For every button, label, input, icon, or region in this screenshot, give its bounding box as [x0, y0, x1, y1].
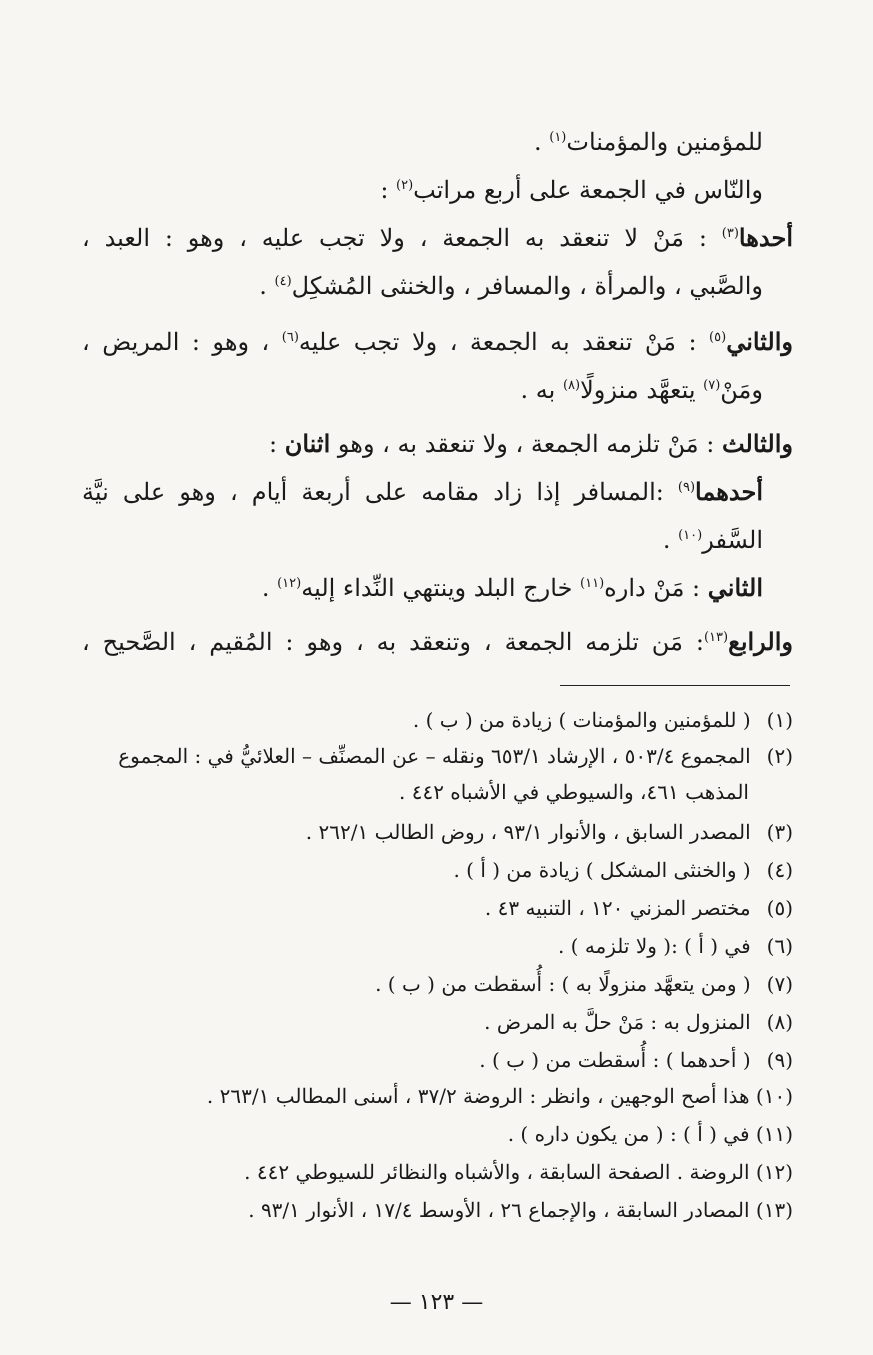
footnote-text: المجموع ٥٠٣/٤ ، الإرشاد ٦٥٣/١ ونقله – عن المصنِّف – العلائيُّ في : المجموع: [118, 744, 751, 768]
text-line-5: [82, 318, 793, 366]
footnote-text: المنزول به : مَنْ حلَّ به المرض .: [484, 1010, 751, 1034]
footnote-text: الروضة . الصفحة السابقة ، والأشباه والنظائر للسيوطي ٤٤٢ .: [244, 1160, 750, 1184]
footnote-item: [82, 738, 793, 774]
footnote-item: [82, 814, 793, 850]
footnote-text: في ( أ ) : ( من يكون داره ) .: [507, 1122, 750, 1146]
line-text: :المسافر إذا زاد مقامه على أربعة أيام ، وهو على نيَّة: [82, 478, 678, 506]
footnote-ref: (١): [549, 130, 567, 145]
line-text: : مَنْ تلزمه الجمعة ، ولا تنعقد به ، وهو: [330, 430, 722, 458]
section-lead: أحدها: [738, 223, 793, 252]
page-number: — ١٢٣ —: [389, 1290, 484, 1315]
section-lead: والرابع: [728, 627, 793, 656]
line-tail: :: [269, 430, 285, 458]
footnote-ref: (٦): [281, 330, 299, 345]
footnote-number: (٩): [766, 1048, 793, 1072]
line-tail: :: [380, 176, 397, 204]
section-lead: الثاني: [707, 573, 763, 602]
line-tail: ، وهو : المريض ،: [82, 328, 282, 356]
footnote-item: [82, 1042, 793, 1078]
footnote-item: [82, 1004, 793, 1040]
footnote-item: [82, 890, 793, 926]
footnote-ref: (٤): [274, 274, 292, 289]
footnote-ref: (٣): [721, 226, 739, 241]
footnote-text: المصادر السابقة ، والإجماع ٢٦ ، الأوسط ١٧/٤ ، الأنوار ٩٣/١ .: [248, 1198, 750, 1222]
line-text: : مَنْ تنعقد به الجمعة ، ولا تجب عليه: [298, 328, 710, 356]
section-lead: أحدهما: [695, 477, 763, 506]
section-lead: والثالث: [721, 429, 793, 458]
footnote-item: [82, 928, 793, 964]
footnote-text: مختصر المزني ١٢٠ ، التنبيه ٤٣ .: [484, 896, 751, 920]
footnote-number: (٨): [766, 1010, 793, 1034]
footnote-text: في ( أ ) :( ولا تلزمه ) .: [557, 934, 751, 958]
footnote-ref: (١٢): [277, 576, 302, 591]
line-text: خارج البلد وينتهي النِّداء إليه: [301, 574, 581, 602]
footnote-number: (١١): [755, 1122, 793, 1146]
text-line-4: [82, 262, 763, 310]
footnote-number: (١٣): [755, 1198, 793, 1222]
line-text: : مَن تلزمه الجمعة ، وتنعقد به ، وهو : المُقيم ، الصَّحيح ،: [82, 628, 704, 656]
footnote-item: [82, 966, 793, 1002]
line-text: ومَنْ: [720, 376, 763, 404]
line-text: يتعهَّد منزولًا: [580, 376, 704, 404]
text-line-3: [82, 214, 793, 262]
footnote-item: [82, 1116, 793, 1152]
footnote-ref: (٧): [703, 378, 721, 393]
line-text: : مَنْ لا تنعقد به الجمعة ، ولا تجب عليه ، وهو : العبد ،: [82, 224, 722, 252]
line-text: : مَنْ داره: [604, 574, 708, 602]
footnote-number: (١): [766, 708, 793, 732]
footnote-ref: (١٣): [703, 630, 729, 645]
footnote-ref: (٢): [396, 178, 414, 193]
footnote-text: هذا أصح الوجهين ، وانظر : الروضة ٣٧/٢ ، أسنى المطالب ٢٦٣/١ .: [206, 1084, 750, 1108]
footnote-number: (٥): [766, 896, 793, 920]
footnote-item: [82, 1078, 793, 1114]
footnote-ref: (١١): [580, 576, 605, 591]
line-tail: .: [662, 526, 679, 554]
footnote-item: [82, 1154, 793, 1190]
footnote-number: (٢): [766, 744, 793, 768]
footnote-ref: (٩): [677, 480, 696, 495]
text-line-8: [82, 468, 763, 516]
footnote-ref: (٥): [709, 330, 727, 345]
line-tail: .: [261, 574, 278, 602]
footnote-text: ( للمؤمنين والمؤمنات ) زيادة من ( ب ) .: [412, 708, 751, 732]
text-line-1: [82, 118, 763, 166]
line-text: والصَّبي ، والمرأة ، والمسافر ، والخنثى المُشكِل: [291, 272, 763, 300]
line-text: السَّفر: [702, 526, 763, 554]
section-lead: والثاني: [726, 327, 793, 356]
text-line-10: [82, 564, 763, 612]
line-text: والنّاس في الجمعة على أربع مراتب: [413, 176, 763, 204]
footnote-ref: (٨): [562, 378, 581, 393]
footnote-number: (٣): [766, 820, 793, 844]
footnote-item: [82, 852, 793, 888]
footnote-number: (٧): [766, 972, 793, 996]
text-line-11: [82, 618, 793, 666]
line-tail: .: [533, 128, 550, 156]
text-line-2: [82, 166, 763, 214]
footnote-number: (١٢): [755, 1160, 793, 1184]
footnote-item: [82, 702, 793, 738]
text-line-7: [82, 420, 793, 468]
footnote-item: [82, 1192, 793, 1228]
footnote-separator: [560, 685, 790, 686]
line-text: للمؤمنين والمؤمنات: [566, 128, 763, 156]
footnote-number: (١٠): [755, 1084, 793, 1108]
footnote-text: ( ومن يتعهَّد منزولًا به ) : أُسقطت من ( ب ) .: [375, 972, 751, 996]
footnote-text: ( أحدهما ) : أُسقطت من ( ب ) .: [479, 1048, 751, 1072]
footnote-text: ( والخنثى المشكل ) زيادة من ( أ ) .: [453, 858, 751, 882]
line-tail: .: [259, 272, 275, 300]
footnote-number: (٦): [766, 934, 793, 958]
footnote-number: (٤): [766, 858, 793, 882]
footnote-ref: (١٠): [678, 528, 703, 543]
bold-word: اثنان: [284, 429, 331, 458]
text-line-9: [82, 516, 763, 564]
footnote-continuation: المذهب ٤٦١، والسيوطي في الأشباه ٤٤٢ .: [398, 780, 749, 804]
text-line-6: [82, 366, 763, 414]
footnote-text: المصدر السابق ، والأنوار ٩٣/١ ، روض الطالب ٢٦٢/١ .: [305, 820, 751, 844]
line-tail: به .: [520, 376, 563, 404]
